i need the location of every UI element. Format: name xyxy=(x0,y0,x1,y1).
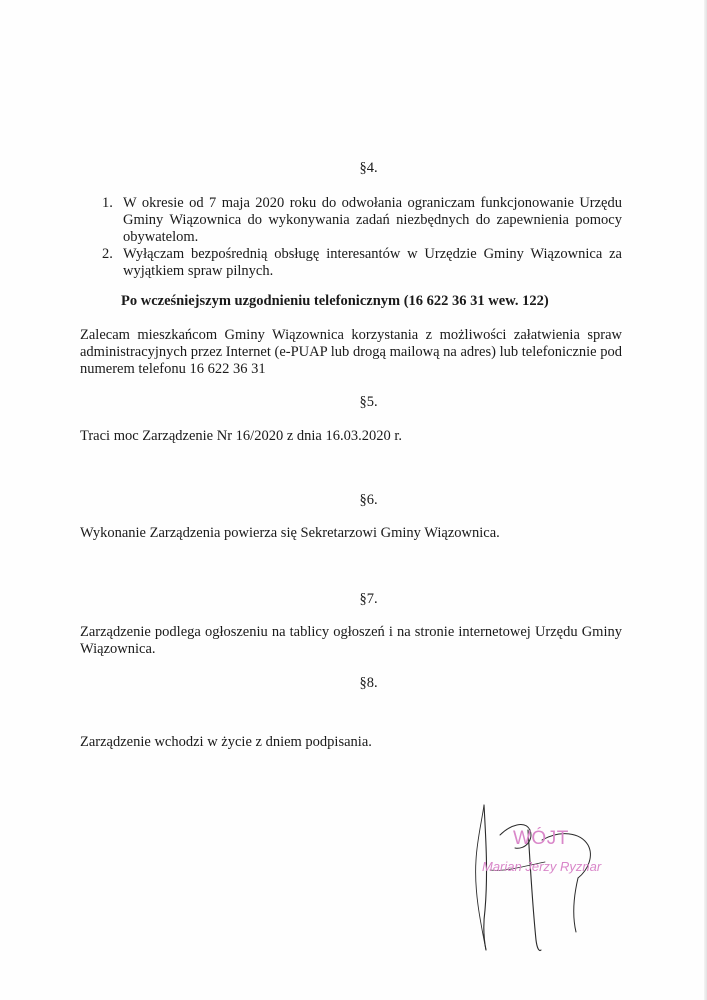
recommendation-paragraph: Zalecam mieszkańcom Gminy Wiązownica korzystania z możliwości załatwienia spraw administracyjnych przez Internet (e-PUAP lub drogą mailową na adres) lub telefonicznie pod numerem telefonu 16 622 36 31 xyxy=(80,327,622,377)
list-item-number: 2. xyxy=(102,246,113,262)
list-item xyxy=(102,246,622,280)
section-4-heading: §4. xyxy=(359,160,378,176)
list-item-number: 1. xyxy=(102,195,113,211)
list-item-text: Wyłączam bezpośrednią obsługę interesantów w Urzędzie Gminy Wiązownica za wyjątkiem spraw pilnych. xyxy=(123,246,622,279)
handwritten-signature xyxy=(470,800,620,960)
phone-note: Po wcześniejszym uzgodnieniu telefonicznym (16 622 36 31 wew. 122) xyxy=(121,293,549,309)
section-6-heading: §6. xyxy=(359,492,378,508)
repeal-paragraph: Traci moc Zarządzenie Nr 16/2020 z dnia 16.03.2020 r. xyxy=(80,428,403,444)
effective-paragraph: Zarządzenie wchodzi w życie z dniem podpisania. xyxy=(80,734,372,750)
stamp-title: WÓJT xyxy=(513,828,569,849)
list-item-text: W okresie od 7 maja 2020 roku do odwołania ograniczam funkcjonowanie Urzędu Gminy Wiązownica do wykonywania zadań niezbędnych do zapewnienia pomocy obywatelom. xyxy=(123,195,622,245)
execution-paragraph: Wykonanie Zarządzenia powierza się Sekretarzowi Gminy Wiązownica. xyxy=(80,525,500,541)
section-5-heading: §5. xyxy=(359,394,378,410)
section-8-heading: §8. xyxy=(359,675,378,691)
stamp-name: Marian Jerzy Ryznar xyxy=(482,859,602,874)
publication-paragraph: Zarządzenie podlega ogłoszeniu na tablicy ogłoszeń i na stronie internetowej Urzędu Gminy Wiązownica. xyxy=(80,624,622,657)
section-7-heading: §7. xyxy=(359,591,378,607)
list-item xyxy=(102,195,622,246)
section-4-list xyxy=(102,195,622,280)
